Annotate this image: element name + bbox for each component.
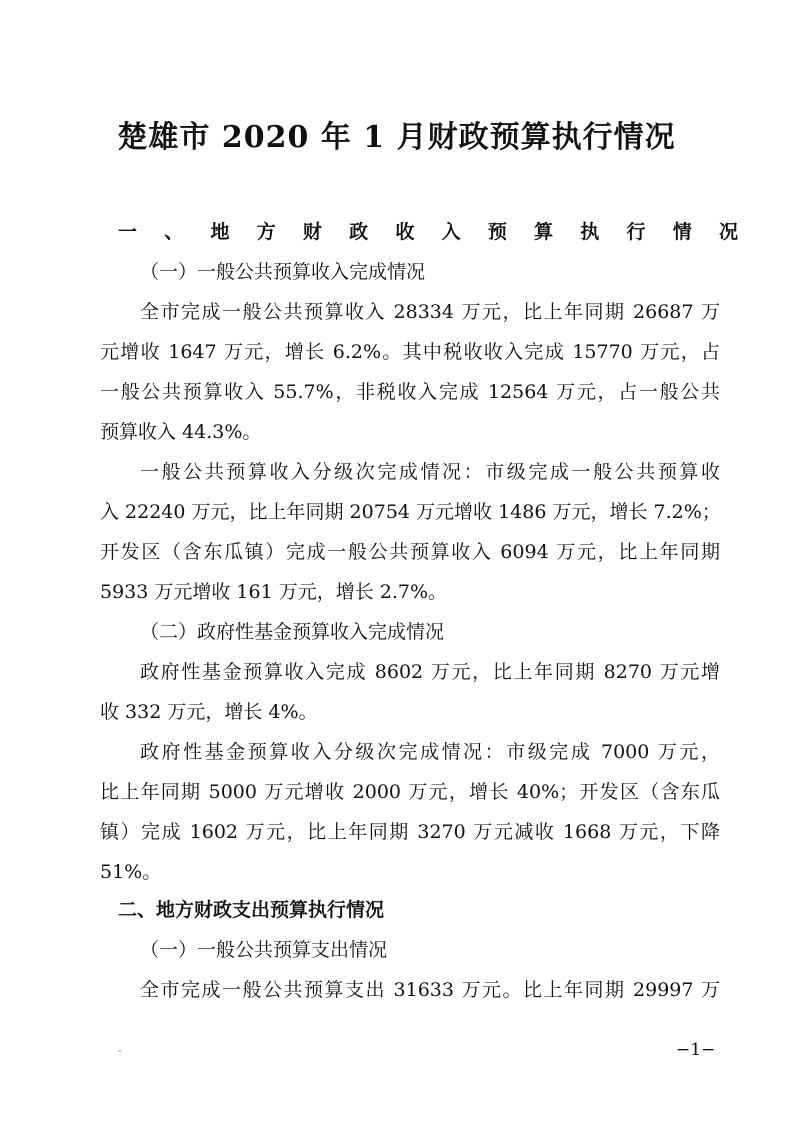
- paragraph-line: 入 22240 万元，比上年同期 20754 万元增收 1486 万元，增长 7.2%；: [100, 501, 721, 523]
- section-1-sub-2-heading: （二）政府性基金预算收入完成情况: [140, 621, 445, 643]
- paragraph-line: 预算收入 44.3%。: [100, 421, 262, 443]
- paragraph-line: 镇）完成 1602 万元，比上年同期 3270 万元减收 1668 万元，下降: [100, 821, 720, 843]
- paragraph-line: 全市完成一般公共预算支出 31633 万元。比上年同期 29997 万: [140, 979, 720, 1001]
- paragraph-line: 5933 万元增收 161 万元，增长 2.7%。: [100, 581, 448, 603]
- footer-mark: -: [118, 1046, 122, 1057]
- paragraph-line: 开发区（含东瓜镇）完成一般公共预算收入 6094 万元，比上年同期: [100, 541, 720, 563]
- paragraph-line: 元增收 1647 万元，增长 6.2%。其中税收收入完成 15770 万元，占: [100, 341, 720, 363]
- paragraph-line: 政府性基金预算收入完成 8602 万元，比上年同期 8270 万元增: [140, 661, 720, 683]
- section-1-sub-1-heading: （一）一般公共预算收入完成情况: [140, 261, 426, 283]
- document-title: 楚雄市 2020 年 1 月财政预算执行情况: [117, 120, 676, 155]
- paragraph-line: 收 332 万元，增长 4%。: [100, 701, 318, 723]
- paragraph-line: 比上年同期 5000 万元增收 2000 万元，增长 40%；开发区（含东瓜: [100, 781, 720, 803]
- page-number: −1−: [676, 1040, 716, 1060]
- section-1-heading: 一、地方财政收入预算执行情况: [118, 221, 738, 243]
- paragraph-line: 全市完成一般公共预算收入 28334 万元，比上年同期 26687 万: [140, 301, 720, 323]
- paragraph-line: 一般公共预算收入 55.7%，非税收入完成 12564 万元，占一般公共: [100, 381, 720, 403]
- section-2-heading: 二、地方财政支出预算执行情况: [118, 899, 385, 921]
- paragraph-line: 政府性基金预算收入分级次完成情况：市级完成 7000 万元，: [140, 741, 720, 763]
- section-2-sub-1-heading: （一）一般公共预算支出情况: [140, 939, 388, 961]
- paragraph-line: 一般公共预算收入分级次完成情况：市级完成一般公共预算收: [140, 461, 720, 483]
- paragraph-line: 51%。: [100, 861, 162, 883]
